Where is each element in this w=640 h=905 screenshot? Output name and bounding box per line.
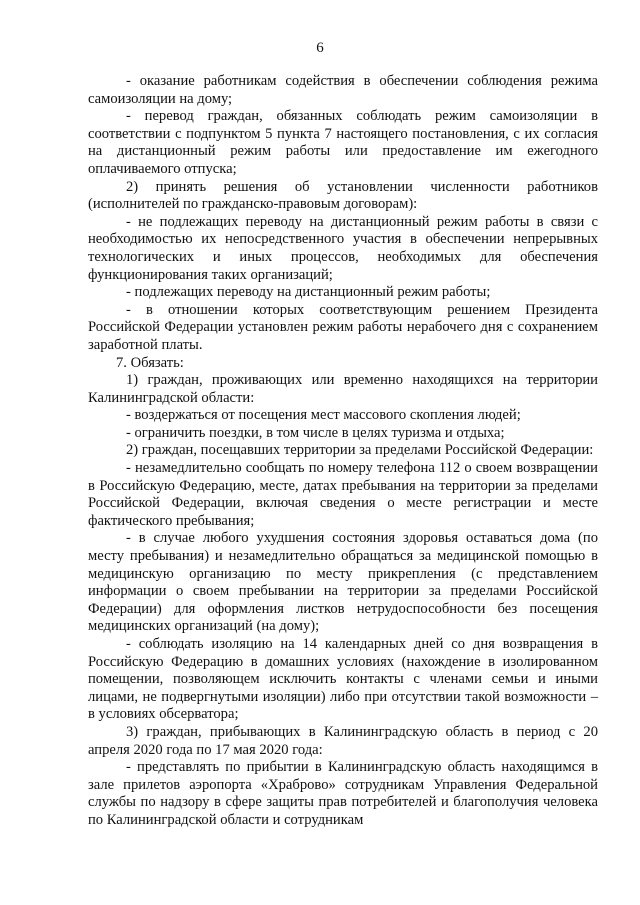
page-number: 6 <box>316 40 324 56</box>
paragraph: - ограничить поездки, в том числе в целях туризма и отдыха; <box>126 424 505 441</box>
paragraph: - соблюдать изоляцию на 14 календарных дней со дня возвращения в Российскую Федерацию в домашних условиях (нахождение в изолированном помещении, позволяющем исключить контакты с членами семьи и иными лицами, не подвергнутыми изоляции) либо при отсутствии такой возможности – в условиях обсерватора; <box>88 636 598 723</box>
paragraph: - перевод граждан, обязанных соблюдать режим самоизоляции в соответствии с подпунктом 5 пункта 7 настоящего постановления, с их согласия на дистанционный режим работы или предоставление им ежегодного оплачиваемого отпуска; <box>88 108 598 177</box>
paragraph: 2) граждан, посещавших территории за пределами Российской Федерации: <box>126 442 594 459</box>
document-body <box>88 73 598 830</box>
paragraph: - в случае любого ухудшения состояния здоровья оставаться дома (по месту пребывания) и незамедлительно обращаться за медицинской помощью в медицинскую организацию по месту прикрепления (с представлением информации о своем пребывании на территории за пределами Российской Федерации) для оформления листков нетрудоспособности без посещения медицинских организаций (на дому); <box>88 530 598 635</box>
paragraph: - не подлежащих переводу на дистанционный режим работы в связи с необходимостью их непосредственного участия в обеспечении непрерывных технологических и иных процессов, необходимых для обеспечения функционирования таких организаций; <box>88 213 598 283</box>
paragraph: 2) принять решения об установлении численности работников (исполнителей по гражданско-правовым договорам): <box>88 178 598 213</box>
paragraph: - незамедлительно сообщать по номеру телефона 112 о своем возвращении в Российскую Федерацию, месте, датах пребывания на территории за пределами Российской Федерации, включая сведения о месте регистрации и месте фактического пребывания; <box>88 460 598 529</box>
paragraph: 3) граждан, прибывающих в Калининградскую область в период с 20 апреля 2020 года по 17 мая 2020 года: <box>88 723 598 758</box>
paragraph: 7. Обязать: <box>116 354 184 371</box>
paragraph: - в отношении которых соответствующим решением Президента Российской Федерации установлен режим работы нерабочего дня с сохранением заработной платы. <box>88 301 598 353</box>
paragraph: - подлежащих переводу на дистанционный режим работы; <box>126 284 491 301</box>
paragraph: - оказание работникам содействия в обеспечении соблюдения режима самоизоляции на дому; <box>88 73 598 107</box>
paragraph: - представлять по прибытии в Калининградскую область находящимся в зале прилетов аэропорта «Храброво» сотрудникам Управления Федеральной службы по надзору в сфере защиты прав потребителей и благополучия человека по Калининградской области и сотрудникам <box>88 759 598 828</box>
paragraph: 1) граждан, проживающих или временно находящихся на территории Калининградской области: <box>88 372 598 406</box>
paragraph: - воздержаться от посещения мест массового скопления людей; <box>126 407 521 424</box>
